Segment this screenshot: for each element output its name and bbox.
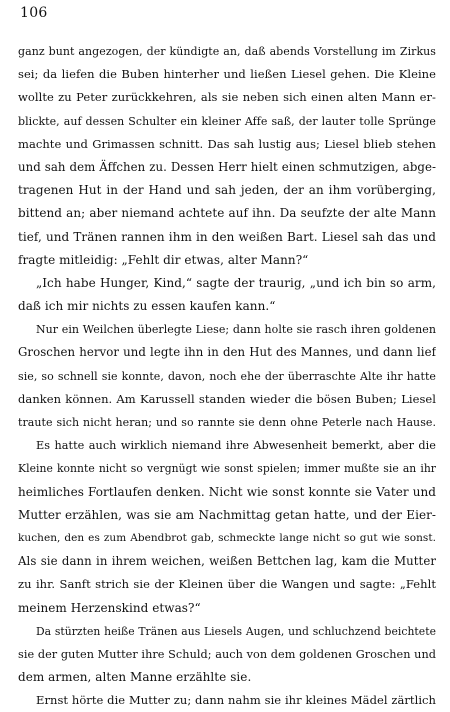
text-line: machte und Grimassen schnitt. Das sah lustig aus; Liesel blieb stehen: [18, 136, 436, 151]
text-line: kuchen, den es zum Abendbrot gab, schmeckte lange nicht so gut wie sonst.: [18, 531, 436, 544]
text-line: heimliches Fortlaufen denken. Nicht wie sonst konnte sie Vater und: [18, 484, 436, 499]
text-line: sei; da liefen die Buben hinterher und ließen Liesel gehen. Die Kleine: [18, 67, 436, 82]
text-line: Mutter erzählen, was sie am Nachmittag getan hatte, und der Eier-: [18, 507, 436, 522]
text-line: und sah dem Äffchen zu. Dessen Herr hielt einen schmutzigen, abge-: [18, 159, 436, 174]
text-line: Als sie dann in ihrem weichen, weißen Bettchen lag, kam die Mutter: [18, 554, 436, 569]
text-line: zu ihr. Sanft strich sie der Kleinen über die Wangen und sagte: „Fehlt: [18, 577, 436, 592]
text-line: Ernst hörte die Mutter zu; dann nahm sie ihr kleines Mädel zärtlich: [36, 693, 436, 708]
text-line: bittend an; aber niemand achtete auf ihn. Da seufzte der alte Mann: [18, 206, 436, 221]
text-line: sie der guten Mutter ihre Schuld; auch von dem goldenen Groschen und: [18, 647, 436, 661]
text-line: danken können. Am Karussell standen wieder die bösen Buben; Liesel: [18, 391, 436, 406]
text-line: tief, und Tränen rannen ihm in den weißen Bart. Liesel sah das und: [18, 229, 436, 244]
text-line: tragenen Hut in der Hand und sah jeden, der an ihm vorüberging,: [18, 183, 436, 198]
text-line: „Ich habe Hunger, Kind,“ sagte der traurig, „und ich bin so arm,: [36, 275, 436, 290]
page-number: 106: [20, 5, 48, 21]
text-line: fragte mitleidig: „Fehlt dir etwas, alter Mann?“: [18, 252, 309, 267]
text-line: ganz bunt angezogen, der kündigte an, daß abends Vorstellung im Zirkus: [18, 45, 436, 58]
text-line: Nur ein Weilchen überlegte Liese; dann holte sie rasch ihren goldenen: [36, 323, 436, 337]
text-line: meinem Herzenskind etwas?“: [18, 600, 201, 615]
text-line: blickte, auf dessen Schulter ein kleiner Affe saß, der lauter tolle Sprünge: [18, 114, 436, 128]
text-line: wollte zu Peter zurückkehren, als sie neben sich einen alten Mann er-: [18, 90, 436, 105]
body-text: [18, 40, 436, 712]
text-line: sie, so schnell sie konnte, davon, noch ehe der überraschte Alte ihr hatte: [18, 369, 436, 383]
text-line: Da stürzten heiße Tränen aus Liesels Augen, und schluchzend beichtete: [36, 624, 436, 638]
text-line: Groschen hervor und legte ihn in den Hut des Mannes, und dann lief: [18, 345, 436, 360]
text-line: Es hatte auch wirklich niemand ihre Abwesenheit bemerkt, aber die: [36, 439, 436, 453]
text-line: dem armen, alten Manne erzählte sie.: [18, 670, 252, 685]
text-line: traute sich nicht heran; und so rannte sie denn ohne Peterle nach Hause.: [18, 416, 436, 429]
text-line: Kleine konnte nicht so vergnügt wie sonst spielen; immer mußte sie an ihr: [18, 462, 436, 476]
text-line: daß ich mir nichts zu essen kaufen kann.“: [18, 299, 276, 314]
